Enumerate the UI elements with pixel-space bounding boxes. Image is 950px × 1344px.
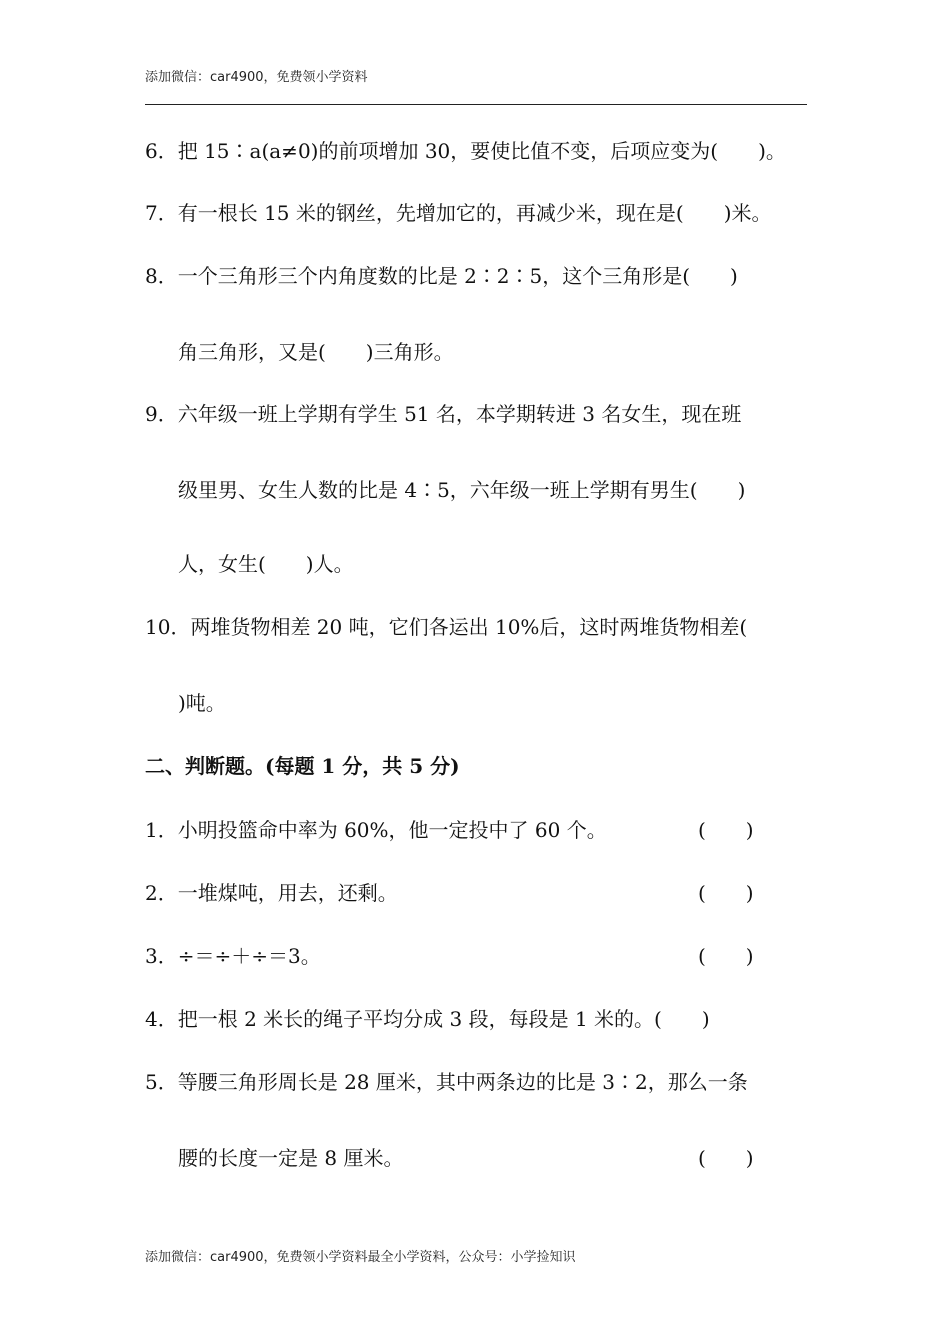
- question-10-continuation: )吨。: [178, 691, 226, 715]
- judge-question-2: 2．一堆煤吨，用去，还剩。: [145, 881, 398, 905]
- answer-blank: ( ): [698, 1146, 754, 1170]
- header-divider: [145, 104, 807, 105]
- answer-blank: ( ): [698, 944, 754, 968]
- judge-question-3: 3．÷＝÷＋÷＝3。: [145, 944, 321, 968]
- question-8-continuation: 角三角形，又是( )三角形。: [178, 340, 454, 364]
- question-9-continuation-1: 级里男、女生人数的比是 4∶5，六年级一班上学期有男生( ): [178, 478, 746, 502]
- section-title: 二、判断题。(每题 1 分，共 5 分): [145, 754, 460, 778]
- question-10: 10．两堆货物相差 20 吨，它们各运出 10%后，这时两堆货物相差(: [145, 615, 748, 639]
- judge-question-5-continuation: 腰的长度一定是 8 厘米。: [178, 1146, 404, 1170]
- answer-blank: ( ): [698, 818, 754, 842]
- judge-question-5: 5．等腰三角形周长是 28 厘米，其中两条边的比是 3∶2，那么一条: [145, 1070, 748, 1094]
- answer-blank: ( ): [698, 881, 754, 905]
- judge-question-1: 1．小明投篮命中率为 60%，他一定投中了 60 个。: [145, 818, 607, 842]
- question-7: 7．有一根长 15 米的钢丝，先增加它的，再减少米，现在是( )米。: [145, 201, 772, 225]
- question-9-continuation-2: 人，女生( )人。: [178, 552, 354, 576]
- question-6: 6．把 15∶a(a≠0)的前项增加 30，要使比值不变，后项应变为( )。: [145, 139, 786, 163]
- question-9: 9．六年级一班上学期有学生 51 名，本学期转进 3 名女生，现在班: [145, 402, 742, 426]
- page-header: 添加微信：car4900，免费领小学资料: [145, 70, 368, 85]
- question-8: 8．一个三角形三个内角度数的比是 2∶2∶5，这个三角形是( ): [145, 264, 738, 288]
- page-footer: 添加微信：car4900，免费领小学资料最全小学资料，公众号：小学捡知识: [145, 1250, 576, 1265]
- judge-question-4: 4．把一根 2 米长的绳子平均分成 3 段，每段是 1 米的。( ): [145, 1007, 710, 1031]
